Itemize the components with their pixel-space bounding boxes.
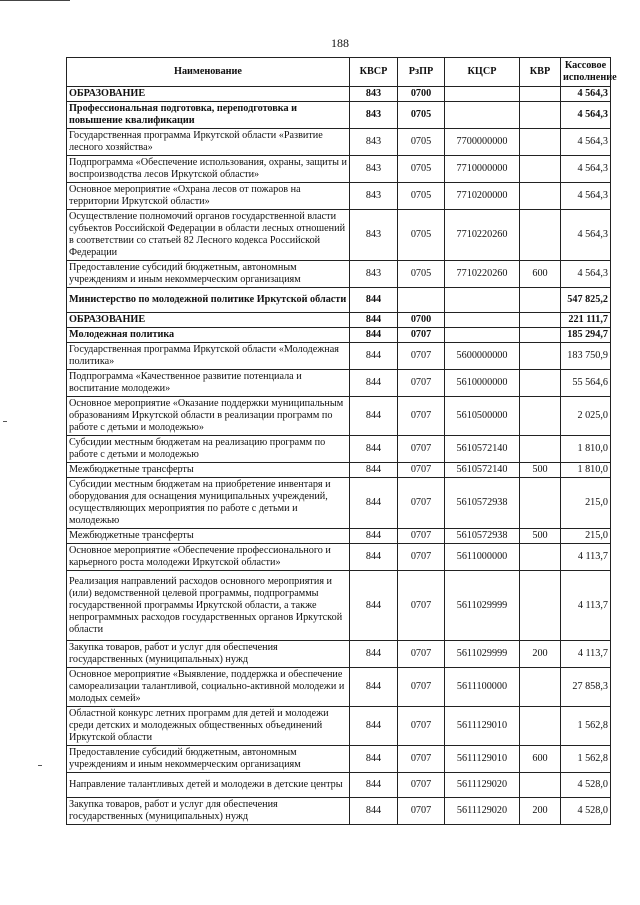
row-kvsr: 844	[350, 641, 398, 668]
table-row	[67, 544, 611, 571]
table-header-row	[67, 58, 611, 87]
row-rzpr: 0707	[398, 746, 445, 773]
row-name: Субсидии местным бюджетам на приобретение инвентаря и оборудования для оснащения муниципальных учреждений, осуществляющих мероприятия по работе с детьми и молодежью	[67, 478, 350, 529]
row-kcsr: 5610572140	[445, 436, 520, 463]
row-amount: 215,0	[561, 529, 611, 544]
row-amount: 1 810,0	[561, 436, 611, 463]
row-rzpr: 0707	[398, 544, 445, 571]
header-rzpr: РзПР	[398, 58, 445, 87]
row-name: ОБРАЗОВАНИЕ	[67, 313, 350, 328]
row-rzpr: 0705	[398, 156, 445, 183]
row-rzpr: 0707	[398, 641, 445, 668]
row-kvr	[520, 102, 561, 129]
row-name: Субсидии местным бюджетам на реализацию программ по работе с детьми и молодежью	[67, 436, 350, 463]
row-kvr	[520, 328, 561, 343]
row-kvsr: 844	[350, 773, 398, 798]
row-kcsr: 5611000000	[445, 544, 520, 571]
row-rzpr: 0707	[398, 707, 445, 746]
row-amount: 27 858,3	[561, 668, 611, 707]
table-row	[67, 798, 611, 825]
row-rzpr: 0707	[398, 773, 445, 798]
margin-mark	[38, 765, 42, 766]
row-kvsr: 843	[350, 129, 398, 156]
row-kvsr: 844	[350, 436, 398, 463]
row-kvsr: 844	[350, 397, 398, 436]
row-kcsr: 7710000000	[445, 156, 520, 183]
row-amount: 221 111,7	[561, 313, 611, 328]
table-row	[67, 397, 611, 436]
row-kcsr: 7700000000	[445, 129, 520, 156]
table-row	[67, 210, 611, 261]
row-amount: 4 564,3	[561, 129, 611, 156]
row-name: Государственная программа Иркутской области «Развитие лесного хозяйства»	[67, 129, 350, 156]
row-kcsr: 5611129020	[445, 773, 520, 798]
row-amount: 4 113,7	[561, 571, 611, 641]
row-rzpr: 0700	[398, 87, 445, 102]
row-amount: 4 113,7	[561, 641, 611, 668]
row-name: Основное мероприятие «Оказание поддержки муниципальным образованиям Иркутской области в реализации программ по работе с детьми и молодежью»	[67, 397, 350, 436]
row-name: Основное мероприятие «Охрана лесов от пожаров на территории Иркутской области»	[67, 183, 350, 210]
row-rzpr: 0705	[398, 261, 445, 288]
page-number: 188	[331, 36, 349, 50]
row-kvsr: 844	[350, 668, 398, 707]
row-name: Министерство по молодежной политике Иркутской области	[67, 288, 350, 313]
row-amount: 4 564,3	[561, 261, 611, 288]
table-row	[67, 156, 611, 183]
row-amount: 2 025,0	[561, 397, 611, 436]
row-amount: 4 528,0	[561, 798, 611, 825]
row-kvr	[520, 773, 561, 798]
row-kvsr: 844	[350, 478, 398, 529]
row-name: Основное мероприятие «Выявление, поддержка и обеспечение самореализации талантливой, социально-активной молодежи и молодых семей»	[67, 668, 350, 707]
row-amount: 1 810,0	[561, 463, 611, 478]
row-amount: 183 750,9	[561, 343, 611, 370]
scan-top-line	[0, 0, 70, 1]
row-name: Межбюджетные трансферты	[67, 529, 350, 544]
table-row	[67, 261, 611, 288]
row-kcsr: 7710200000	[445, 183, 520, 210]
row-name: Межбюджетные трансферты	[67, 463, 350, 478]
row-kvsr: 843	[350, 210, 398, 261]
row-kvsr: 844	[350, 746, 398, 773]
row-amount: 4 564,3	[561, 156, 611, 183]
row-kvr	[520, 707, 561, 746]
row-kcsr: 5610500000	[445, 397, 520, 436]
table-row	[67, 370, 611, 397]
table-row	[67, 463, 611, 478]
row-name: Государственная программа Иркутской области «Молодежная политика»	[67, 343, 350, 370]
table-row	[67, 328, 611, 343]
row-kcsr	[445, 313, 520, 328]
row-kvr	[520, 478, 561, 529]
row-kvr	[520, 156, 561, 183]
row-kvsr: 844	[350, 544, 398, 571]
table-row	[67, 288, 611, 313]
row-kvr: 600	[520, 746, 561, 773]
row-kvr	[520, 370, 561, 397]
row-rzpr: 0707	[398, 668, 445, 707]
row-kvr: 500	[520, 529, 561, 544]
row-rzpr: 0707	[398, 529, 445, 544]
table-row	[67, 773, 611, 798]
row-rzpr: 0707	[398, 571, 445, 641]
row-kcsr: 5610572938	[445, 529, 520, 544]
row-kvsr: 844	[350, 370, 398, 397]
header-kcsr: КЦСР	[445, 58, 520, 87]
header-amount: Кассовое исполнение	[561, 58, 611, 87]
row-kvsr: 843	[350, 261, 398, 288]
row-kcsr: 7710220260	[445, 261, 520, 288]
table-row	[67, 102, 611, 129]
row-kvsr: 844	[350, 288, 398, 313]
row-kvsr: 843	[350, 87, 398, 102]
row-name: Предоставление субсидий бюджетным, автономным учреждениям и иным некоммерческим организациям	[67, 261, 350, 288]
row-kvr	[520, 288, 561, 313]
row-amount: 4 564,3	[561, 183, 611, 210]
row-amount: 215,0	[561, 478, 611, 529]
table-row	[67, 571, 611, 641]
row-kvr: 200	[520, 641, 561, 668]
row-kvsr: 844	[350, 463, 398, 478]
row-rzpr: 0707	[398, 436, 445, 463]
row-name: Реализация направлений расходов основного мероприятия и (или) ведомственной целевой программы, подпрограммы государственной программы Иркутской области, а также непрограммных расходов государственных органов Иркутской области	[67, 571, 350, 641]
row-kcsr: 5611129010	[445, 707, 520, 746]
row-name: Профессиональная подготовка, переподготовка и повышение квалификации	[67, 102, 350, 129]
row-rzpr: 0707	[398, 370, 445, 397]
table-row	[67, 746, 611, 773]
row-kcsr: 5611129020	[445, 798, 520, 825]
row-rzpr: 0707	[398, 328, 445, 343]
row-kcsr: 5610572938	[445, 478, 520, 529]
row-kvr	[520, 668, 561, 707]
row-name: Основное мероприятие «Обеспечение профессионального и карьерного роста молодежи Иркутской области»	[67, 544, 350, 571]
row-kvr	[520, 571, 561, 641]
row-amount: 547 825,2	[561, 288, 611, 313]
header-name: Наименование	[67, 58, 350, 87]
row-kvsr: 843	[350, 102, 398, 129]
header-kvsr: КВСР	[350, 58, 398, 87]
row-amount: 4 564,3	[561, 210, 611, 261]
row-kcsr	[445, 328, 520, 343]
table-row	[67, 641, 611, 668]
row-kcsr: 5610000000	[445, 370, 520, 397]
row-amount: 4 564,3	[561, 102, 611, 129]
row-name: Закупка товаров, работ и услуг для обеспечения государственных (муниципальных) нужд	[67, 798, 350, 825]
row-rzpr: 0705	[398, 183, 445, 210]
row-rzpr: 0705	[398, 102, 445, 129]
row-kvsr: 843	[350, 183, 398, 210]
row-kvr	[520, 343, 561, 370]
table-row	[67, 707, 611, 746]
row-rzpr: 0707	[398, 343, 445, 370]
row-rzpr: 0707	[398, 798, 445, 825]
row-rzpr: 0707	[398, 397, 445, 436]
row-kvsr: 844	[350, 571, 398, 641]
row-kcsr	[445, 288, 520, 313]
row-kcsr: 5600000000	[445, 343, 520, 370]
table-row	[67, 436, 611, 463]
row-kcsr: 5611029999	[445, 571, 520, 641]
row-amount: 4 113,7	[561, 544, 611, 571]
row-name: Молодежная политика	[67, 328, 350, 343]
row-kvsr: 844	[350, 707, 398, 746]
row-kcsr: 5610572140	[445, 463, 520, 478]
row-name: Предоставление субсидий бюджетным, автономным учреждениям и иным некоммерческим организациям	[67, 746, 350, 773]
row-name: Подпрограмма «Обеспечение использования, охраны, защиты и воспроизводства лесов Иркутской области»	[67, 156, 350, 183]
row-kcsr	[445, 102, 520, 129]
row-kvr	[520, 436, 561, 463]
table-row	[67, 529, 611, 544]
row-kvr	[520, 210, 561, 261]
row-name: Направление талантливых детей и молодежи в детские центры	[67, 773, 350, 798]
row-rzpr: 0707	[398, 478, 445, 529]
row-rzpr	[398, 288, 445, 313]
row-name: Закупка товаров, работ и услуг для обеспечения государственных (муниципальных) нужд	[67, 641, 350, 668]
row-kvr	[520, 183, 561, 210]
row-kcsr: 7710220260	[445, 210, 520, 261]
table-row	[67, 313, 611, 328]
table-row	[67, 478, 611, 529]
row-kvr	[520, 313, 561, 328]
row-rzpr: 0705	[398, 129, 445, 156]
row-amount: 1 562,8	[561, 746, 611, 773]
row-kvr	[520, 129, 561, 156]
row-rzpr: 0707	[398, 463, 445, 478]
table-row	[67, 668, 611, 707]
row-rzpr: 0705	[398, 210, 445, 261]
row-amount: 185 294,7	[561, 328, 611, 343]
row-kcsr: 5611029999	[445, 641, 520, 668]
row-amount: 4 564,3	[561, 87, 611, 102]
row-kvsr: 844	[350, 313, 398, 328]
row-rzpr: 0700	[398, 313, 445, 328]
row-amount: 1 562,8	[561, 707, 611, 746]
row-kvr: 200	[520, 798, 561, 825]
row-name: Подпрограмма «Качественное развитие потенциала и воспитание молодежи»	[67, 370, 350, 397]
row-name: ОБРАЗОВАНИЕ	[67, 87, 350, 102]
row-kvsr: 844	[350, 529, 398, 544]
row-kcsr: 5611100000	[445, 668, 520, 707]
row-name: Осуществление полномочий органов государственной власти субъектов Российской Федерации в области лесных отношений в соответствии со статьей 82 Лесного кодекса Российской Федерации	[67, 210, 350, 261]
table-row	[67, 343, 611, 370]
row-kvsr: 843	[350, 156, 398, 183]
row-kvr: 600	[520, 261, 561, 288]
table-row	[67, 129, 611, 156]
row-kvr: 500	[520, 463, 561, 478]
row-kvsr: 844	[350, 328, 398, 343]
row-kvsr: 844	[350, 798, 398, 825]
header-kvr: КВР	[520, 58, 561, 87]
row-name: Областной конкурс летних программ для детей и молодежи среди детских и молодежных общественных объединений Иркутской области	[67, 707, 350, 746]
row-amount: 55 564,6	[561, 370, 611, 397]
table-row	[67, 183, 611, 210]
row-kvr	[520, 397, 561, 436]
margin-mark	[3, 421, 7, 422]
row-kvr	[520, 87, 561, 102]
table-row	[67, 87, 611, 102]
row-kcsr	[445, 87, 520, 102]
budget-table	[66, 57, 617, 825]
row-kcsr: 5611129010	[445, 746, 520, 773]
row-amount: 4 528,0	[561, 773, 611, 798]
row-kvr	[520, 544, 561, 571]
row-kvsr: 844	[350, 343, 398, 370]
